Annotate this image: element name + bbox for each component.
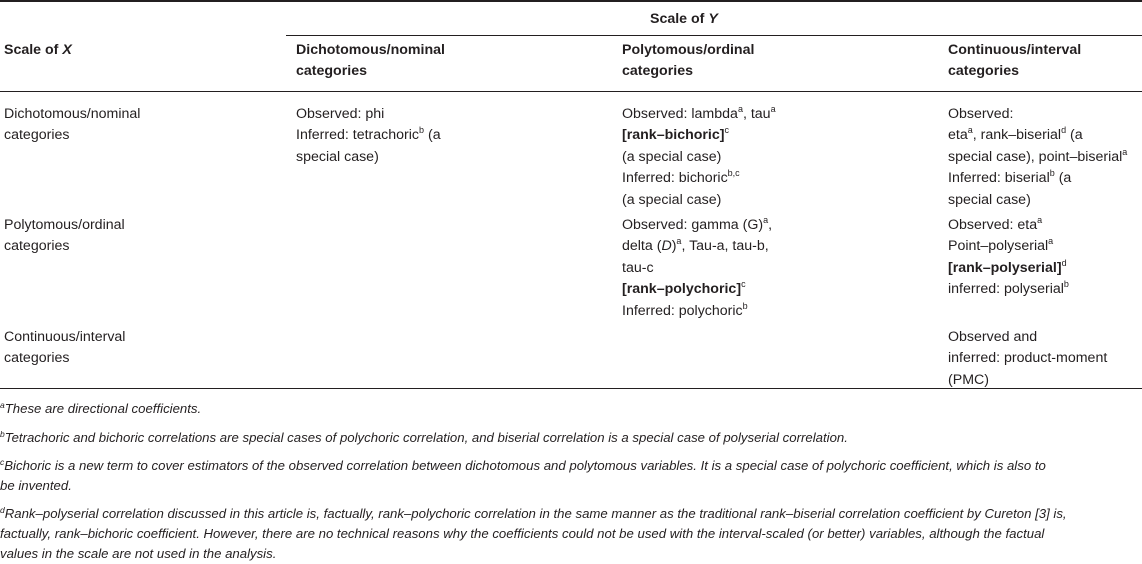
cell-continuous-continuous: Observed and inferred: product-moment (PMC) [948, 329, 1108, 388]
header-bottom-rule [0, 91, 1142, 92]
table-top-rule [0, 0, 1142, 2]
cell-dichotomous-continuous: Observed: eta$^a$, rank–biserial$^d$ (a special case), point–biserial$^a$ Inferred: biserial$^b$ (a special case) [948, 106, 1128, 208]
row-label-polytomous: Polytomous/ordinal categories [4, 217, 125, 255]
scale-x-header: Scale of X [4, 42, 72, 58]
cell-dichotomous-polytomous: Observed: lambda$^a$, tau$^a$ [rank–bichoric]$^c$ (a special case) Inferred: bichoric$^{b,c}$ (a special case) [622, 104, 776, 208]
footnote-d: $^d$Rank–polyserial correlation discussed in this article is, factually, rank–polychoric correlation in the same manner as the traditional rank–biserial correlation coefficient by Cureton [3] is, factually, rank–bichoric coefficient. However, there are no technical reasons why the coefficients could not be used with the interval-scaled (or better) variables, although the factual values in the scale are not used in the analysis. [0, 505, 1067, 561]
cell-polytomous-continuous: Observed: eta$^a$ Point–polyserial$^a$ [rank–polyserial]$^d$ inferred: polyserial$^b$ [948, 215, 1069, 298]
scale-y-underline [286, 35, 1142, 36]
footnote-a: $^a$These are directional coefficients. [0, 400, 202, 416]
cell-dichotomous-dichotomous: Observed: phi Inferred: tetrachoric$^b$ (a special case) [296, 106, 441, 165]
row-label-dichotomous: Dichotomous/nominal categories [4, 106, 141, 144]
footnote-b: $^b$Tetrachoric and bichoric correlations are special cases of polychoric correlation, and biserial correlation is a special case of polyserial correlation. [0, 429, 848, 445]
footnote-c: $^c$Bichoric is a new term to cover estimators of the observed correlation between dichotomous and polytomous variables. It is a special case of polychoric coefficient, which is also to be invented. [0, 457, 1046, 493]
row-label-continuous: Continuous/interval categories [4, 329, 126, 367]
scale-y-header: Scale of Y [650, 11, 718, 27]
col-header-dichotomous: Dichotomous/nominal categories [296, 42, 445, 79]
col-header-continuous: Continuous/interval categories [948, 42, 1082, 79]
cell-polytomous-polytomous: Observed: gamma $(G)^a$, delta $(D)^a$, Tau-a, tau-b, tau-c [rank–polychoric]$^c$ Inferred: polychoric$^b$ [622, 215, 773, 319]
col-header-polytomous: Polytomous/ordinal categories [622, 42, 755, 79]
